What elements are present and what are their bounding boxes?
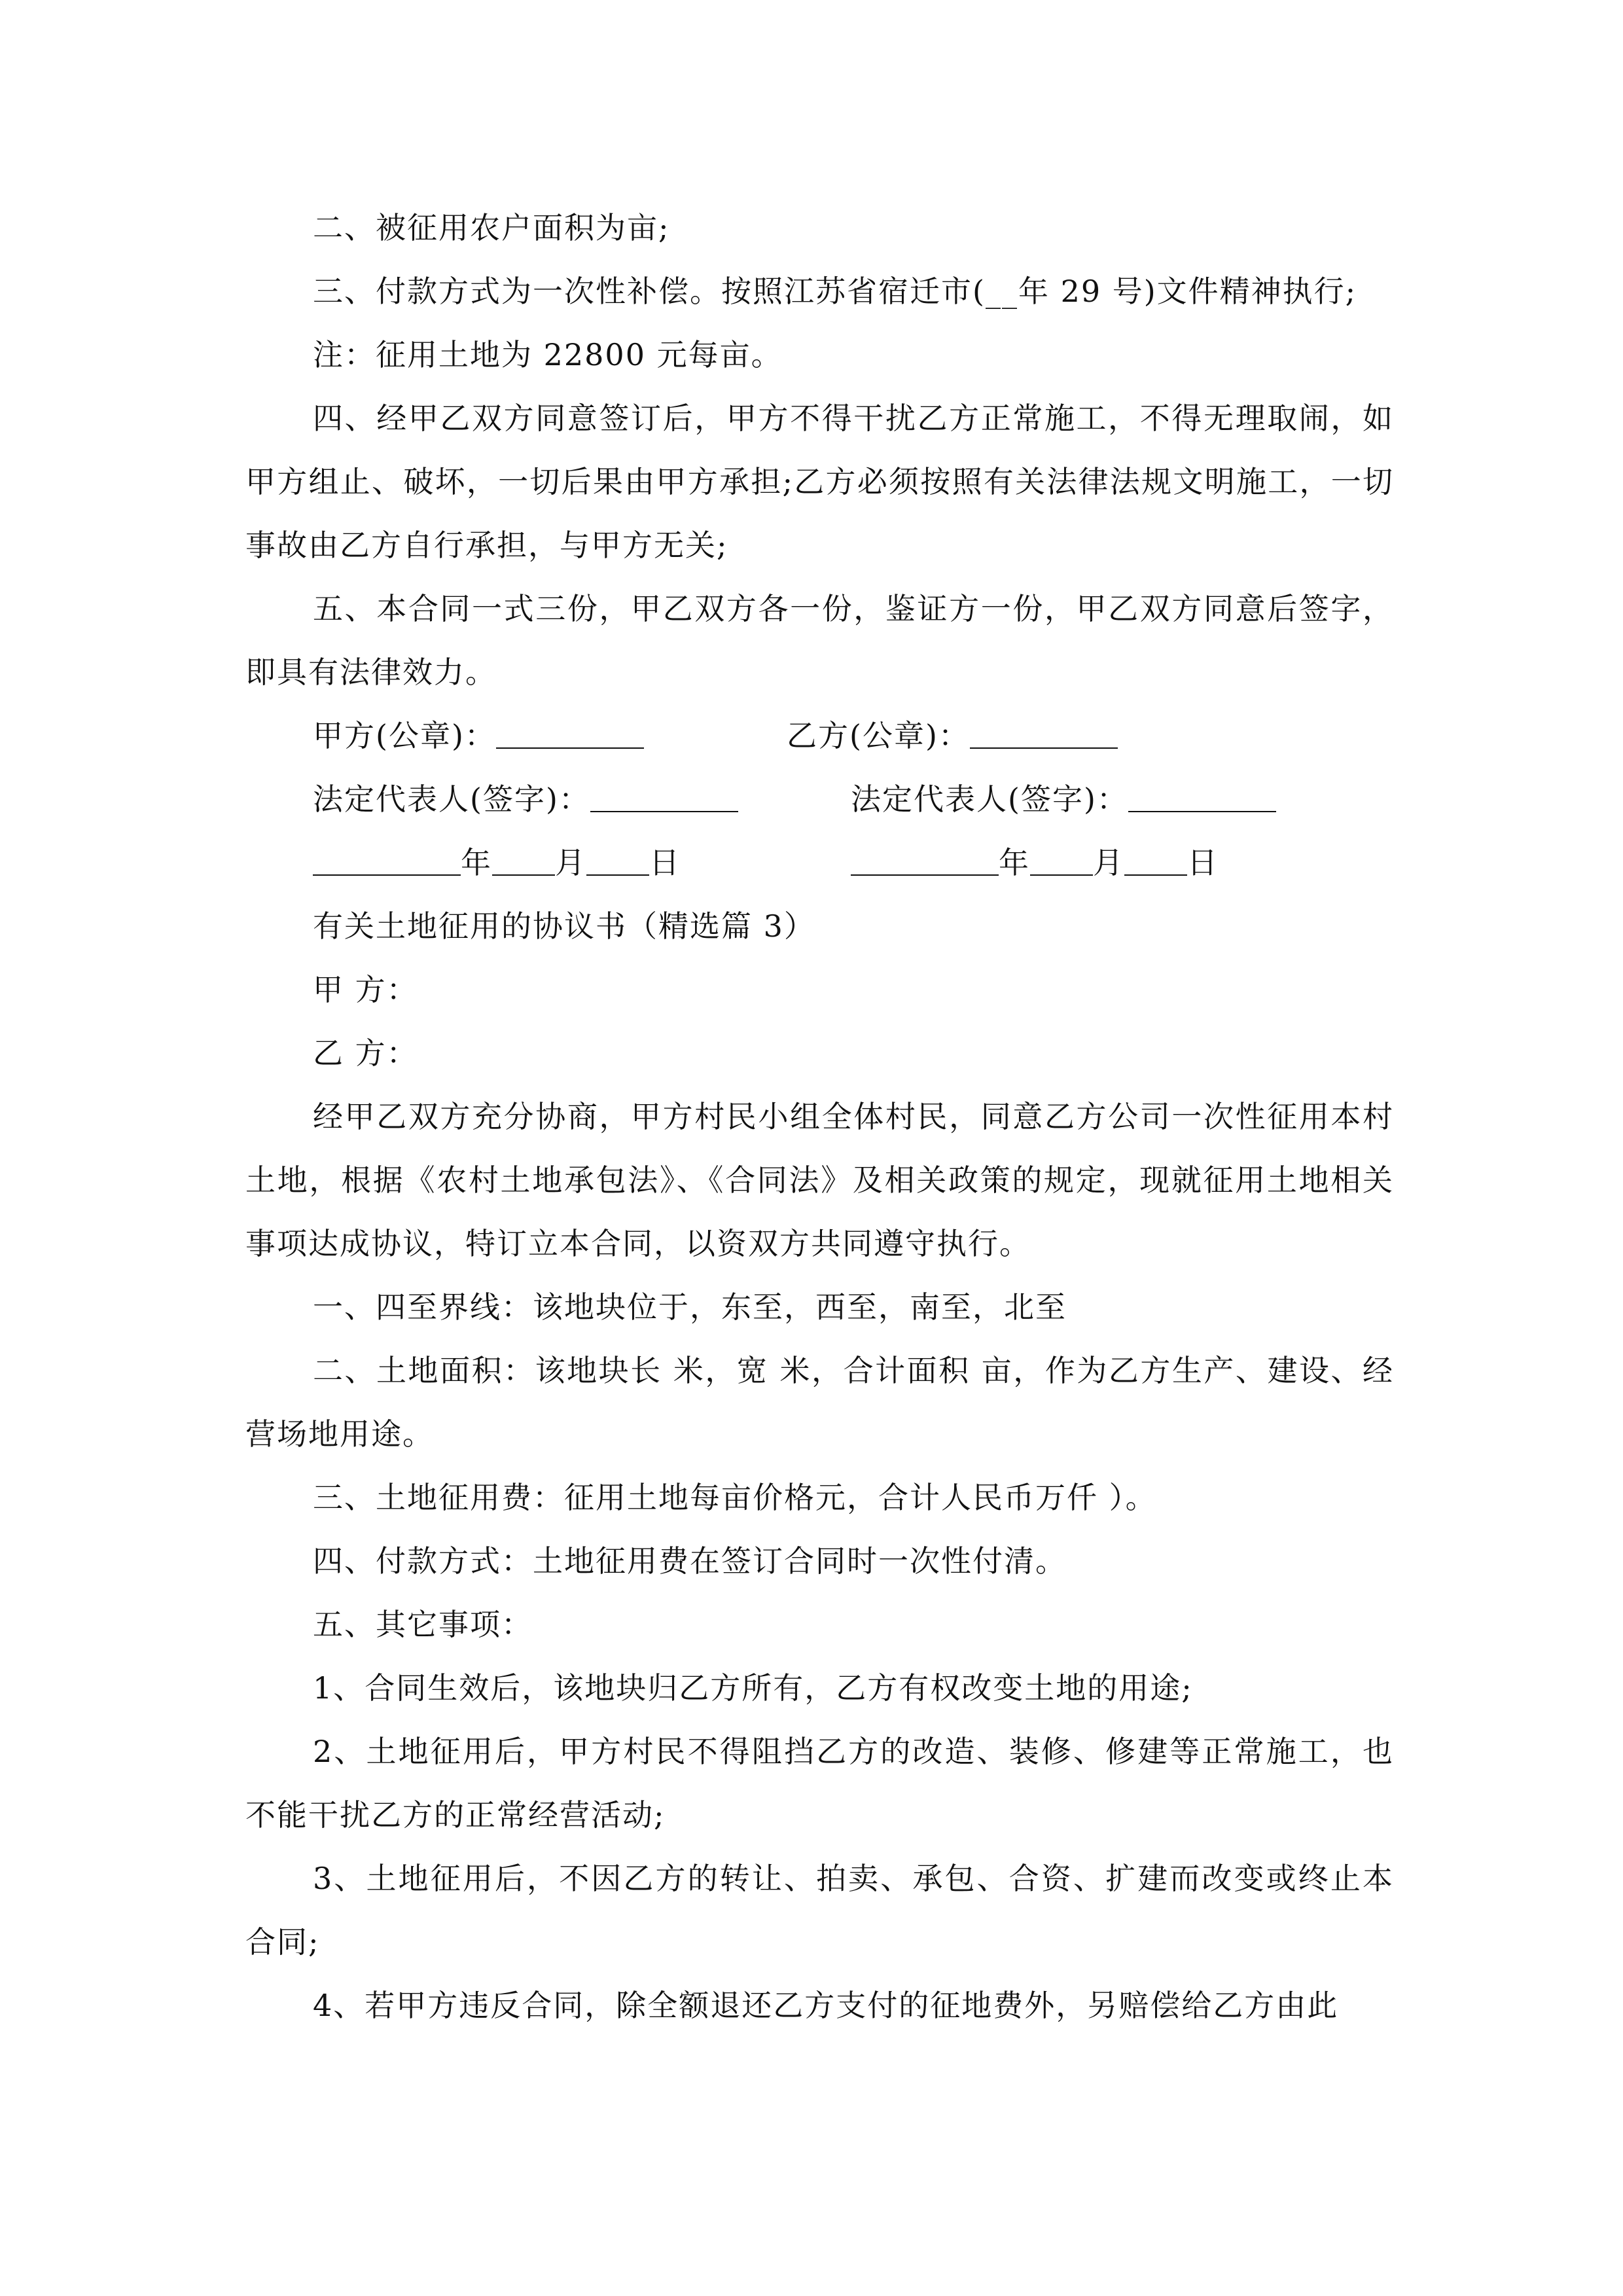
date-b-year-label: 年 — [999, 845, 1030, 880]
item-2: 2、土地征用后，甲方村民不得阻挡乙方的改造、装修、修建等正常施工，也不能干扰乙方的正常经营活动; — [245, 1734, 1394, 1833]
party-a-seal-blank — [496, 717, 644, 749]
date-a-day-label: 日 — [649, 845, 681, 880]
item-1: 1、合同生效后，该地块归乙方所有，乙方有权改变土地的用途; — [313, 1670, 1193, 1706]
clause-obligations: 四、经甲乙双方同意签订后，甲方不得干扰乙方正常施工，不得无理取闹，如甲方组止、破坏，一切后果由甲方承担;乙方必须按照有关法律法规文明施工，一切事故由乙方自行承担，与甲方无关; — [245, 401, 1394, 563]
party-b-seal-blank — [970, 717, 1118, 749]
rep-a-blank — [590, 781, 738, 812]
date-b-month-label: 月 — [1093, 845, 1124, 880]
rep-b-line — [851, 768, 1276, 831]
date-a-year-blank — [313, 844, 461, 876]
date-a-month-label: 月 — [555, 845, 586, 880]
clause-other-matters: 五、其它事项： — [313, 1607, 533, 1642]
clause-copies: 五、本合同一式三份，甲乙双方各一份，鉴证方一份，甲乙双方同意后签字，即具有法律效力。 — [245, 591, 1394, 690]
date-b-day-label: 日 — [1187, 845, 1219, 880]
item-4: 4、若甲方违反合同，除全额退还乙方支付的征地费外，另赔偿给乙方由此 — [313, 1988, 1339, 2023]
date-b-month-blank — [1030, 844, 1093, 876]
note-price: 注：征用土地为 22800 元每亩。 — [313, 337, 783, 372]
party-a-seal-line — [313, 704, 644, 768]
date-b-line — [851, 831, 1219, 895]
clause-land-fee: 三、土地征用费：征用土地每亩价格元，合计人民币万仟 ）。 — [313, 1480, 1157, 1515]
rep-b-blank — [1128, 781, 1276, 812]
rep-b-label: 法定代表人(签字)： — [851, 781, 1128, 817]
party-b-label: 乙 方： — [313, 1035, 418, 1071]
party-a-label: 甲 方： — [313, 972, 418, 1007]
date-a-day-blank — [586, 844, 649, 876]
clause-payment-method: 三、付款方式为一次性补偿。按照江苏省宿迁市(__年 29 号)文件精神执行; — [313, 274, 1357, 309]
date-a-year-label: 年 — [461, 845, 492, 880]
rep-a-line — [313, 768, 738, 831]
date-b-year-blank — [851, 844, 999, 876]
date-a-month-blank — [492, 844, 555, 876]
item-3: 3、土地征用后，不因乙方的转让、拍卖、承包、合资、扩建而改变或终止本合同; — [245, 1861, 1394, 1960]
clause-area: 二、被征用农户面积为亩; — [313, 210, 670, 245]
rep-a-label: 法定代表人(签字)： — [313, 781, 590, 817]
party-b-seal-label: 乙方(公章)： — [787, 718, 970, 753]
clause-boundaries: 一、四至界线：该地块位于，东至，西至，南至，北至 — [313, 1289, 1067, 1325]
clause-payment: 四、付款方式：土地征用费在签订合同时一次性付清。 — [313, 1543, 1067, 1579]
section-title: 有关土地征用的协议书（精选篇 3） — [313, 908, 815, 944]
clause-land-area: 二、土地面积：该地块长 米，宽 米，合计面积 亩，作为乙方生产、建设、经营场地用途。 — [245, 1353, 1394, 1452]
intro-paragraph: 经甲乙双方充分协商，甲方村民小组全体村民，同意乙方公司一次性征用本村土地，根据《农村土地承包法》、《合同法》及相关政策的规定，现就征用土地相关事项达成协议，特订立本合同，以资双方共同遵守执行。 — [245, 1099, 1394, 1261]
date-b-day-blank — [1124, 844, 1187, 876]
party-b-seal-line — [787, 704, 1118, 768]
date-a-line — [313, 831, 681, 895]
party-a-seal-label: 甲方(公章)： — [313, 718, 496, 753]
